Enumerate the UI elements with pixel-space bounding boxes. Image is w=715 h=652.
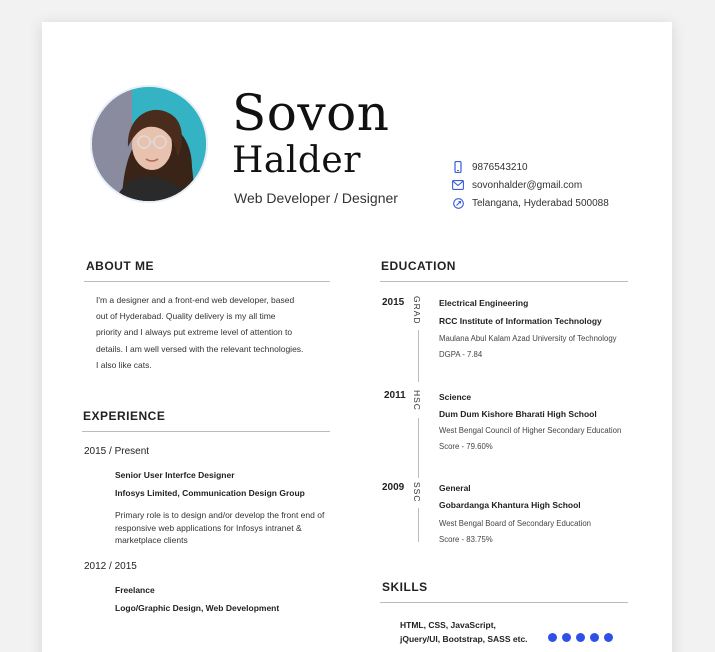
- skills-divider: [380, 602, 628, 603]
- education-score: DGPA - 7.84: [439, 350, 483, 359]
- first-name: Sovon: [232, 84, 390, 142]
- about-line: I also like cats.: [96, 359, 152, 370]
- contact-email: [452, 176, 609, 194]
- profile-photo: [90, 85, 208, 203]
- email-address[interactable]: sovonhalder@gmail.com: [472, 179, 583, 191]
- phone-icon: [452, 161, 464, 173]
- contact-phone: [452, 158, 609, 176]
- experience-role: Senior User Interfce Designer: [115, 470, 235, 480]
- about-line: details. I am well versed with the relevant technologies.: [96, 343, 304, 354]
- experience-period: 2012 / 2015: [84, 561, 137, 572]
- education-level: SSC: [412, 482, 422, 503]
- skill-rating-dot: [590, 633, 599, 642]
- education-level: GRAD: [412, 296, 422, 325]
- education-timeline-line: [418, 418, 419, 478]
- experience-desc-line: Primary role is to design and/or develop the front end of: [115, 510, 325, 520]
- skills-line: jQuery/UI, Bootstrap, SASS etc.: [400, 634, 528, 644]
- education-board: Maulana Abul Kalam Azad University of Technology: [439, 334, 617, 343]
- phone-number: 9876543210: [472, 161, 528, 173]
- education-score: Score - 83.75%: [439, 535, 493, 544]
- education-year: 2009: [382, 482, 405, 493]
- education-level: HSC: [412, 390, 422, 411]
- about-heading: ABOUT ME: [86, 259, 154, 273]
- experience-period: 2015 / Present: [84, 446, 150, 457]
- experience-desc-line: responsive web applications for Infosys intranet &: [115, 522, 302, 533]
- about-line: out of Hyderabad. Quality delivery is my all time: [96, 311, 276, 322]
- education-board: West Bengal Council of Higher Secondary Education: [439, 426, 622, 435]
- email-icon: [452, 179, 464, 191]
- about-line: priority and I always put extreme level of attention to: [96, 327, 293, 338]
- education-field: Science: [439, 392, 472, 402]
- skill-rating-dot: [576, 633, 585, 642]
- experience-company: Logo/Graphic Design, Web Development: [115, 603, 280, 613]
- education-year: 2015: [382, 297, 405, 308]
- about-text: [96, 292, 306, 373]
- experience-divider: [82, 431, 330, 432]
- about-line: I'm a designer and a front-end web developer, based: [96, 295, 295, 305]
- skill-rating-dot: [548, 633, 557, 642]
- address-text: Telangana, Hyderabad 500088: [472, 197, 609, 209]
- contact-info: [452, 158, 609, 212]
- education-score: Score - 79.60%: [439, 442, 493, 451]
- education-field: General: [439, 483, 471, 493]
- skills-list: [400, 618, 528, 646]
- skills-line: HTML, CSS, JavaScript,: [400, 620, 496, 630]
- experience-description: [115, 509, 335, 547]
- education-school: RCC Institute of Information Technology: [439, 316, 602, 326]
- about-divider: [84, 281, 330, 282]
- portrait-image: [92, 87, 208, 203]
- experience-company: Infosys Limited, Communication Design Group: [115, 488, 305, 498]
- skill-rating-dot: [604, 633, 613, 642]
- education-field: Electrical Engineering: [439, 298, 529, 308]
- contact-address: [452, 194, 609, 212]
- education-divider: [380, 281, 628, 282]
- last-name: Halder: [232, 140, 361, 181]
- skill-rating-dot: [562, 633, 571, 642]
- education-timeline-line: [418, 330, 419, 382]
- education-heading: EDUCATION: [381, 259, 456, 273]
- education-school: Gobardanga Khantura High School: [439, 500, 581, 510]
- experience-role: Freelance: [115, 585, 155, 595]
- education-timeline-line: [418, 508, 419, 542]
- education-board: West Bengal Board of Secondary Education: [439, 519, 591, 528]
- experience-desc-line: marketplace clients: [115, 535, 188, 545]
- skills-heading: SKILLS: [382, 580, 428, 594]
- location-icon: [452, 197, 464, 209]
- education-year: 2011: [384, 390, 406, 401]
- education-school: Dum Dum Kishore Bharati High School: [439, 409, 597, 419]
- experience-heading: EXPERIENCE: [83, 409, 166, 423]
- skill-rating: [548, 633, 613, 642]
- job-title: Web Developer / Designer: [234, 190, 398, 206]
